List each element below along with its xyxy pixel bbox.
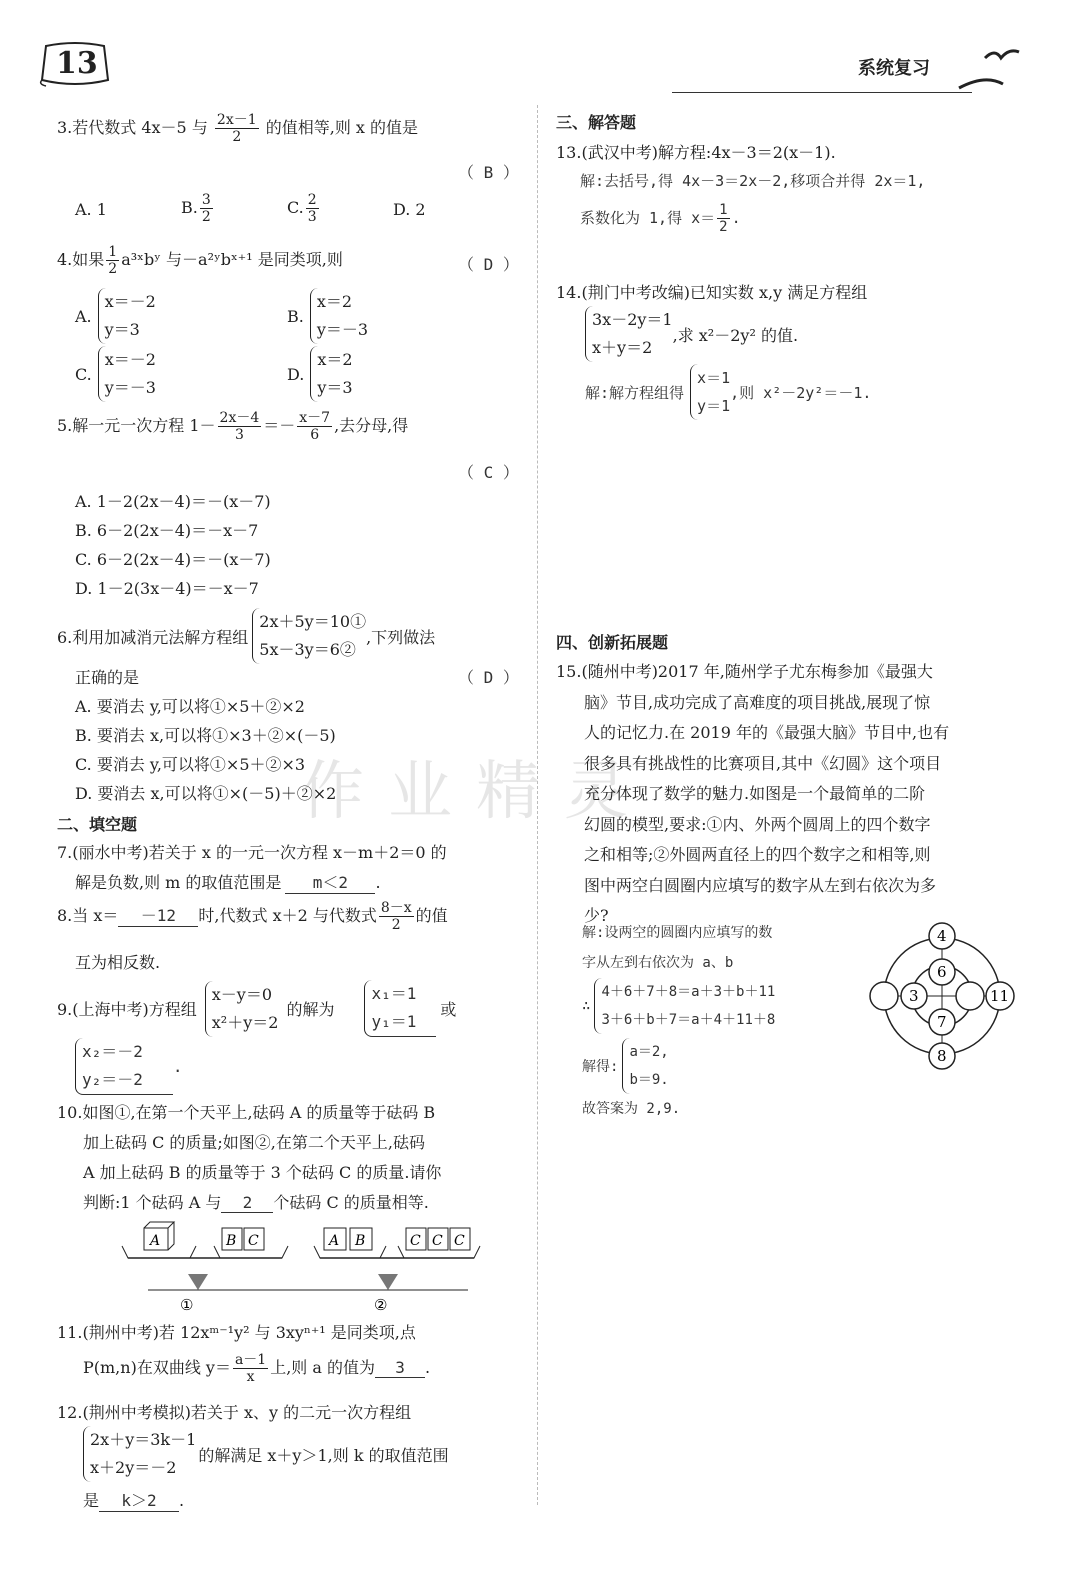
num-outer-right: 11 — [990, 987, 1010, 1005]
q12-line2: 2x＋y＝3k－1 x＋2y＝－2 的解满足 x＋y＞1,则 k 的取值范围 — [83, 1426, 449, 1482]
q15-solution-1: 解:设两空的圆圈内应填写的数 — [582, 925, 773, 941]
block-a-2: A — [329, 1233, 340, 1249]
q7-answer: m＜2 — [285, 870, 375, 894]
q10-answer: 2 — [221, 1193, 273, 1213]
q14-line1: 14.(荆门中考改编)已知实数 x,y 满足方程组 — [556, 283, 868, 302]
section-4-title: 四、创新拓展题 — [556, 633, 669, 652]
q5-opt-c: C. 6－2(2x－4)＝－(x－7) — [75, 550, 271, 569]
q15-conclusion: 故答案为 2,9. — [582, 1101, 681, 1117]
page-number: 13 — [56, 46, 98, 81]
q11-line2: P(m,n)在双曲线 y＝ $\frac{a-1}{x}$ 上,则 a 的值为 3 . — [83, 1352, 431, 1385]
block-c-2a: C — [410, 1233, 421, 1249]
q5-opt-d: D. 1－2(3x－4)＝－x－7 — [75, 579, 259, 598]
q10-line4: 判断:1 个砝码 A 与 2 个砝码 C 的质量相等. — [83, 1193, 429, 1212]
q12-line1: 12.(荆州中考模拟)若关于 x、y 的二元一次方程组 — [57, 1403, 412, 1422]
q10-line1: 10.如图①,在第一个天平上,砝码 A 的质量等于砝码 B — [57, 1103, 436, 1122]
block-c-1: C — [248, 1233, 259, 1249]
q3-fraction: $\frac{2x-1}{2}$ — [216, 112, 257, 145]
q15-result: 解得: a＝2, b＝9. — [582, 1038, 669, 1094]
q12-answer: k＞2 — [99, 1488, 179, 1512]
q15-line: 人的记忆力.在 2019 年的《最强大脑》节目中,也有 — [584, 723, 950, 742]
q3-stem: 3.若代数式 4x－5 与 $\frac{2x-1}{2}$ 的值相等,则 x 的值是 — [57, 112, 419, 145]
block-b-2: B — [355, 1233, 366, 1249]
q15-line: 15.(随州中考)2017 年,随州学子尤东梅参加《最强大 — [556, 662, 933, 681]
block-b-1: B — [226, 1233, 237, 1249]
q13-solution-2: 系数化为 1,得 x＝ $\frac{1}{2}$ . — [580, 202, 741, 235]
fig-label-1: ① — [180, 1296, 194, 1314]
q5-opt-a: A. 1－2(2x－4)＝－(x－7) — [75, 492, 271, 511]
magic-circle-figure — [862, 922, 1022, 1072]
num-outer-bottom: 8 — [937, 1047, 947, 1065]
q12-line3: 是 k＞2 . — [83, 1488, 184, 1512]
q15-line: 之和相等;②外圆两直径上的四个数字之和相等,则 — [584, 845, 931, 864]
q15-equations: ∴ 4＋6＋7＋8＝a＋3＋b＋11 3＋6＋b＋7＝a＋4＋11＋8 — [582, 978, 775, 1034]
q3-answer: （ B ） — [458, 163, 519, 182]
block-a-1: A — [150, 1233, 161, 1249]
q5-opt-b: B. 6－2(2x－4)＝－x－7 — [75, 521, 259, 540]
q13-line1: 13.(武汉中考)解方程:4x－3＝2(x－1). — [556, 143, 836, 162]
q4-opt-c: C. x＝－2 y＝－3 — [75, 346, 156, 402]
q15-stem — [556, 657, 1026, 932]
q5-answer: （ C ） — [458, 463, 519, 482]
q8-answer: －12 — [118, 903, 198, 927]
q7-line2: 解是负数,则 m 的取值范围是 m＜2 . — [75, 870, 381, 894]
section-2-title: 二、填空题 — [57, 815, 138, 834]
num-inner-bottom: 7 — [937, 1013, 947, 1031]
q6-opt-b: B. 要消去 x,可以将①×3＋②×(－5) — [75, 726, 336, 745]
q7-line1: 7.(丽水中考)若关于 x 的一元一次方程 x－m＋2＝0 的 — [57, 843, 447, 862]
q13-solution-1: 解:去括号,得 4x－3＝2x－2,移项合并得 2x＝1, — [580, 172, 926, 190]
q3-opt-a: A. 1 — [75, 200, 107, 219]
q4-opt-d: D. x＝2 y＝3 — [287, 346, 353, 402]
q15-line: 少? — [584, 906, 609, 925]
q14-solution: 解:解方程组得 x＝1 y＝1 ,则 x²－2y²＝－1. — [585, 364, 871, 420]
q11-answer: 3 — [375, 1358, 425, 1378]
q3-opt-d: D. 2 — [393, 200, 426, 219]
num-inner-left: 3 — [909, 987, 919, 1005]
q3-opt-c: C. $\frac{2}{3}$ — [287, 192, 317, 225]
page-number-badge — [38, 40, 112, 88]
q11-line1: 11.(荆州中考)若 12xᵐ⁻¹y² 与 3xyⁿ⁺¹ 是同类项,点 — [57, 1323, 416, 1342]
q4-opt-a: A. x＝－2 y＝3 — [75, 288, 156, 344]
block-c-2b: C — [432, 1233, 443, 1249]
q15-solution-2: 字从左到右依次为 a、b — [582, 955, 734, 971]
q8-line1: 8.当 x＝ －12 时,代数式 x＋2 与代数式 $\frac{8-x}{2}$ 的值 — [57, 900, 448, 933]
num-outer-top: 4 — [937, 927, 947, 945]
header-title: 系统复习 — [858, 58, 930, 79]
q8-line2: 互为相反数. — [75, 953, 161, 972]
q15-line: 很多具有挑战性的比赛项目,其中《幻圆》这个项目 — [584, 753, 942, 773]
block-c-2c: C — [454, 1233, 465, 1249]
section-3-title: 三、解答题 — [556, 113, 637, 132]
blank-circle-a — [870, 982, 898, 1010]
balance-2 — [314, 1228, 480, 1290]
q9-answer-1: x₁＝1 y₁＝1 — [364, 980, 436, 1037]
q4-answer: （ D ） — [458, 255, 519, 274]
q4-stem: 4.如果 $\frac{1}{2}$ a³ˣbʸ 与－a²ʸbˣ⁺¹ 是同类项,则 — [57, 244, 343, 277]
q9-line1: 9.(上海中考)方程组 x－y＝0 x²＋y＝2 的解为 x₁＝1 y₁＝1 或 — [57, 980, 456, 1037]
q5-stem: 5.解一元一次方程 1－ $\frac{2x-4}{3}$ ＝－ $\frac{x-7}{6}$ ,去分母,得 — [57, 410, 409, 443]
q15-line: 幻圆的模型,要求:①内、外两个圆周上的四个数字 — [584, 814, 931, 834]
q4-opt-b: B. x＝2 y＝－3 — [287, 288, 368, 344]
fig-label-2: ② — [374, 1296, 388, 1314]
q6-answer: （ D ） — [458, 668, 519, 687]
q6-stem-2: 正确的是 — [75, 668, 140, 687]
q6-opt-c: C. 要消去 y,可以将①×5＋②×3 — [75, 755, 306, 774]
q6-stem: 6.利用加减消元法解方程组 2x＋5y＝10① 5x－3y＝6② ,下列做法 — [57, 608, 435, 664]
bird-icon — [955, 44, 1025, 92]
q10-line2: 加上砝码 C 的质量;如图②,在第二个天平上,砝码 — [83, 1133, 425, 1152]
q14-line2: 3x－2y＝1 x＋y＝2 ,求 x²－2y² 的值. — [585, 306, 798, 362]
q15-line: 脑》节目,成功完成了高难度的项目挑战,展现了惊 — [584, 692, 931, 712]
q3-opt-b: B. $\frac{3}{2}$ — [181, 192, 211, 225]
q9-answer-2: x₂＝－2 y₂＝－2 . — [75, 1038, 183, 1095]
q6-opt-d: D. 要消去 x,可以将①×(－5)＋②×2 — [75, 784, 337, 803]
balance-1 — [122, 1222, 288, 1290]
header-rule — [672, 92, 972, 93]
blank-circle-b — [956, 982, 984, 1010]
watermark: 作业精灵 — [300, 755, 652, 829]
q15-line: 图中两空白圆圈内应填写的数字从左到右依次为多 — [584, 875, 937, 895]
balance-figure — [118, 1214, 488, 1314]
q15-line: 充分体现了数学的魅力.如图是一个最简单的二阶 — [584, 784, 926, 803]
num-inner-top: 6 — [937, 963, 947, 981]
q6-opt-a: A. 要消去 y,可以将①×5＋②×2 — [75, 697, 305, 716]
q10-line3: A 加上砝码 B 的质量等于 3 个砝码 C 的质量.请你 — [83, 1163, 442, 1182]
